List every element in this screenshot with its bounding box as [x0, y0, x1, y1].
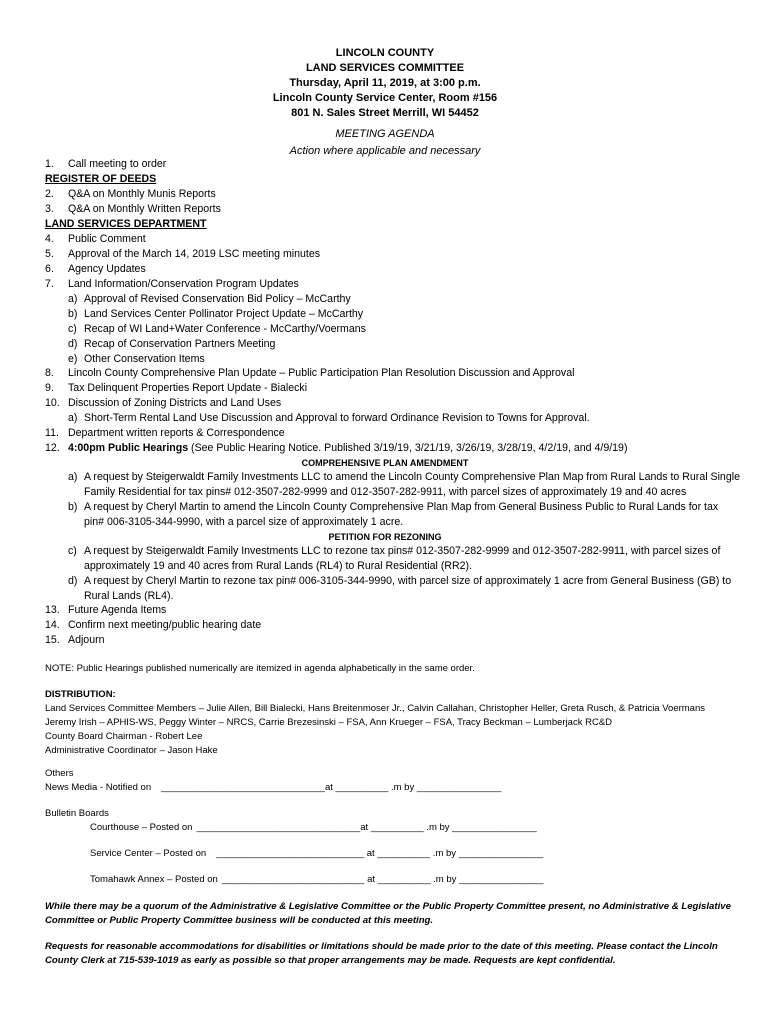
agenda-item: 13. Future Agenda Items — [45, 604, 167, 616]
agenda-item: 15. Adjourn — [45, 634, 105, 646]
courthouse-line: Courthouse – Posted on _______________________________at __________ .m by ________________ — [90, 822, 537, 833]
agenda-title: MEETING AGENDA — [335, 128, 435, 140]
agenda-item: 4. Public Comment — [45, 233, 146, 245]
agenda-item: 14. Confirm next meeting/public hearing date — [45, 619, 262, 631]
comprehensive-plan-heading: COMPREHENSIVE PLAN AMENDMENT — [301, 458, 469, 468]
agenda-note: Action where applicable and necessary — [289, 145, 481, 157]
agenda-subitem: d) Recap of Conservation Partners Meeting — [68, 338, 276, 350]
quorum-notice-line1: While there may be a quorum of the Administrative & Legislative Committee or the Public Property Committee present, no Administrative & Legislative — [45, 901, 731, 912]
bulletin-boards-label: Bulletin Boards — [45, 808, 109, 819]
agenda-subitem: a) Approval of Revised Conservation Bid Policy – McCarthy — [68, 293, 351, 305]
meeting-date: Thursday, April 11, 2019, at 3:00 p.m. — [289, 77, 481, 89]
tomahawk-annex-line: Tomahawk Annex – Posted on ___________________________ at __________ .m by ________________ — [90, 874, 544, 885]
agenda-subitem: a) Short-Term Rental Land Use Discussion and Approval to forward Ordinance Revision to Towns for Approval. — [68, 412, 590, 424]
agenda-subitem: c) Recap of WI Land+Water Conference - McCarthy/Voermans — [68, 323, 366, 335]
agenda-subitem: b) Land Services Center Pollinator Project Update – McCarthy — [68, 308, 364, 320]
meeting-address: 801 N. Sales Street Merrill, WI 54452 — [291, 107, 479, 119]
rezoning-heading: PETITION FOR REZONING — [328, 532, 442, 542]
agenda-item: 3. Q&A on Monthly Written Reports — [45, 203, 221, 215]
agenda-subitem-continued: pin# 006-3105-344-9990, with a parcel size of approximately 1 acre. — [84, 516, 404, 528]
agenda-item: 12. 4:00pm Public Hearings (See Public Hearing Notice. Published 3/19/19, 3/21/19, 3/26/19, 3/28/19, 4/2/19, and 4/9/19) — [45, 442, 628, 454]
distribution-line: Administrative Coordinator – Jason Hake — [45, 745, 218, 756]
agenda-item: 10. Discussion of Zoning Districts and Land Uses — [45, 397, 282, 409]
accommodation-notice-line1: Requests for reasonable accommodations for disabilities or limitations should be made prior to the date of this meeting. Please contact the Lincoln — [45, 941, 718, 952]
distribution-line: Land Services Committee Members – Julie Allen, Bill Bialecki, Hans Breitenmoser Jr., Calvin Callahan, Christopher Heller, Greta Rusch, & Patricia Voermans — [45, 703, 705, 714]
agenda-item: 6. Agency Updates — [45, 263, 146, 275]
distribution-line: County Board Chairman - Robert Lee — [45, 731, 203, 742]
agenda-item: 8. Lincoln County Comprehensive Plan Update – Public Participation Plan Resolution Discussion and Approval — [45, 367, 575, 379]
agenda-item: 2. Q&A on Monthly Munis Reports — [45, 188, 216, 200]
meeting-location: Lincoln County Service Center, Room #156 — [272, 92, 498, 104]
agenda-subitem: b) A request by Cheryl Martin to amend the Lincoln County Comprehensive Plan Map from General Business Public to Rural Lands for tax — [68, 501, 719, 513]
accommodation-notice-line2: County Clerk at 715-539-1019 as early as possible so that proper arrangements may be made. Requests are kept confidential. — [45, 955, 616, 966]
agenda-item: 1. Call meeting to order — [45, 158, 167, 170]
news-media-line: News Media - Notified on _______________________________at __________ .m by ________________ — [45, 782, 502, 793]
committee-title: LAND SERVICES COMMITTEE — [305, 62, 465, 74]
distribution-heading: DISTRIBUTION: — [45, 689, 116, 700]
agenda-item: 11. Department written reports & Correspondence — [45, 427, 285, 439]
quorum-notice-line2: Committee or Public Property Committee business will be conducted at this meeting. — [45, 915, 434, 926]
agenda-subitem: c) A request by Steigerwaldt Family Investments LLC to rezone tax pins# 012-3507-282-9999 and 012-3507-282-9911, with parcel sizes of — [68, 545, 721, 557]
agenda-item: 9. Tax Delinquent Properties Report Update - Bialecki — [45, 382, 308, 394]
agenda-subitem: e) Other Conservation Items — [68, 353, 205, 365]
agenda-item: 5. Approval of the March 14, 2019 LSC meeting minutes — [45, 248, 321, 260]
agenda-subitem-continued: approximately 19 and 40 acres from Rural Lands (RL4) to Rural Residential (RR2). — [84, 560, 473, 572]
others-label: Others — [45, 768, 74, 779]
note-text: NOTE: Public Hearings published numerically are itemized in agenda alphabetically in the same order. — [45, 663, 475, 674]
agenda-item: 7. Land Information/Conservation Program Updates — [45, 278, 299, 290]
distribution-line: Jeremy Irish – APHIS-WS, Peggy Winter – NRCS, Carrie Brezesinski – FSA, Ann Krueger – FSA, Tracy Beckman – Lumberjack RC&D — [45, 717, 613, 728]
agenda-subitem: a) A request by Steigerwaldt Family Investments LLC to amend the Lincoln County Comprehensive Plan Map from Rural Lands to Rural Single — [68, 471, 740, 483]
section-heading-deeds: REGISTER OF DEEDS — [45, 173, 157, 185]
service-center-line: Service Center – Posted on ____________________________ at __________ .m by ________________ — [90, 848, 544, 859]
section-heading-land: LAND SERVICES DEPARTMENT — [45, 218, 207, 230]
agenda-subitem-continued: Family Residential for tax pins# 012-3507-282-9999 and 012-3507-282-9911, with parcel sizes of approximately 19 and 40 acres — [84, 486, 687, 498]
agenda-subitem: d) A request by Cheryl Martin to rezone tax pin# 006-3105-344-9990, with parcel size of approximately 1 acre from General Business (GB) to — [68, 575, 732, 587]
county-title: LINCOLN COUNTY — [335, 47, 435, 59]
agenda-subitem-continued: Rural Lands (RL4). — [84, 590, 174, 602]
